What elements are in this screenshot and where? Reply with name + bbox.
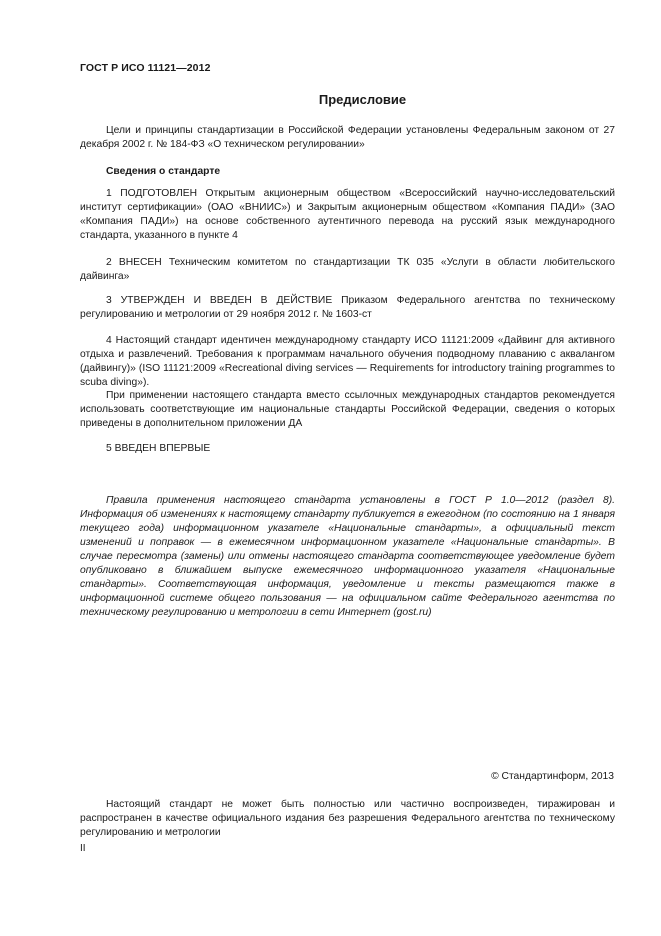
item-1-paragraph xyxy=(80,187,615,243)
item-2-paragraph xyxy=(80,256,615,284)
intro-paragraph xyxy=(80,124,615,152)
notice-text: Правила применения настоящего стандарта установлены в ГОСТ Р 1.0—2012 (раздел 8). Информация об изменениях к настоящему стандарту публикуется в ежегодном (по состоянию на 1 января текущего года) информационном указателе «Национальные стандарты», а официальный текст изменений и поправок — в ежемесячном информационном указателе «Национальные стандарты». В случае пересмотра (замены) или отмены настоящего стандарта соответствующее уведомление будет опубликовано в ближайшем выпуске ежемесячного информационного указателя «Национальные стандарты». Соответствующая информация, уведомление и тексты размещаются также в информационной системе общего пользования — на официальном сайте Федерального агентства по техническому регулированию и метрологии в сети Интернет (gost.ru) xyxy=(80,495,615,618)
reproduction-paragraph xyxy=(80,798,615,840)
intro-text: Цели и принципы стандартизации в Российской Федерации установлены Федеральным законом от 27 декабря 2002 г. № 184-ФЗ «О техническом регулировании» xyxy=(80,125,615,150)
copyright-line: © Стандартинформ, 2013 xyxy=(491,771,614,782)
section-heading-text: Сведения о стандарте xyxy=(106,166,221,177)
item-4-note-paragraph xyxy=(80,389,615,431)
notice-paragraph xyxy=(80,494,615,620)
page-number: II xyxy=(80,843,86,854)
item-3-text: 3 УТВЕРЖДЕН И ВВЕДЕН В ДЕЙСТВИЕ Приказом Федерального агентства по техническому регулированию и метрологии от 29 ноября 2012 г. № 1603-ст xyxy=(80,295,615,320)
item-2-text: 2 ВНЕСЕН Техническим комитетом по стандартизации ТК 035 «Услуги в области любительского дайвинга» xyxy=(80,257,615,282)
item-3-paragraph xyxy=(80,294,615,322)
item-1-text: 1 ПОДГОТОВЛЕН Открытым акционерным обществом «Всероссийский научно-исследовательский институт сертификации» (ОАО «ВНИИС») и Закрытым акционерным обществом «Компания ПАДИ» (ЗАО «Компания ПАДИ») на основе собственного аутентичного перевода на русский язык международного стандарта, указанного в пункте 4 xyxy=(80,188,615,241)
document-code: ГОСТ Р ИСО 11121—2012 xyxy=(80,62,211,74)
reproduction-text: Настоящий стандарт не может быть полностью или частично воспроизведен, тиражирован и распространен в качестве официального издания без разрешения Федерального агентства по техническому регулированию и метрологии xyxy=(80,799,615,838)
item-4-paragraph xyxy=(80,334,615,390)
section-heading xyxy=(80,165,615,179)
page-title-text: Предисловие xyxy=(318,92,407,107)
item-5-paragraph xyxy=(80,442,615,456)
page-title xyxy=(0,92,661,107)
item-4-text: 4 Настоящий стандарт идентичен международному стандарту ИСО 11121:2009 «Дайвинг для активного отдыха и развлечений. Требования к программам начального обучения подводному плаванию с аквалангом (дайвингу)» (ISO 11121:2009 «Recreational diving services — Requirements for introductory training programmes to scuba diving»). xyxy=(80,335,615,388)
item-5-text: 5 ВВЕДЕН ВПЕРВЫЕ xyxy=(106,443,211,454)
item-4-note-text: При применении настоящего стандарта вместо ссылочных международных стандартов рекомендуется использовать соответствующие им национальные стандарты Российской Федерации, сведения о которых приведены в дополнительном приложении ДА xyxy=(80,390,615,429)
